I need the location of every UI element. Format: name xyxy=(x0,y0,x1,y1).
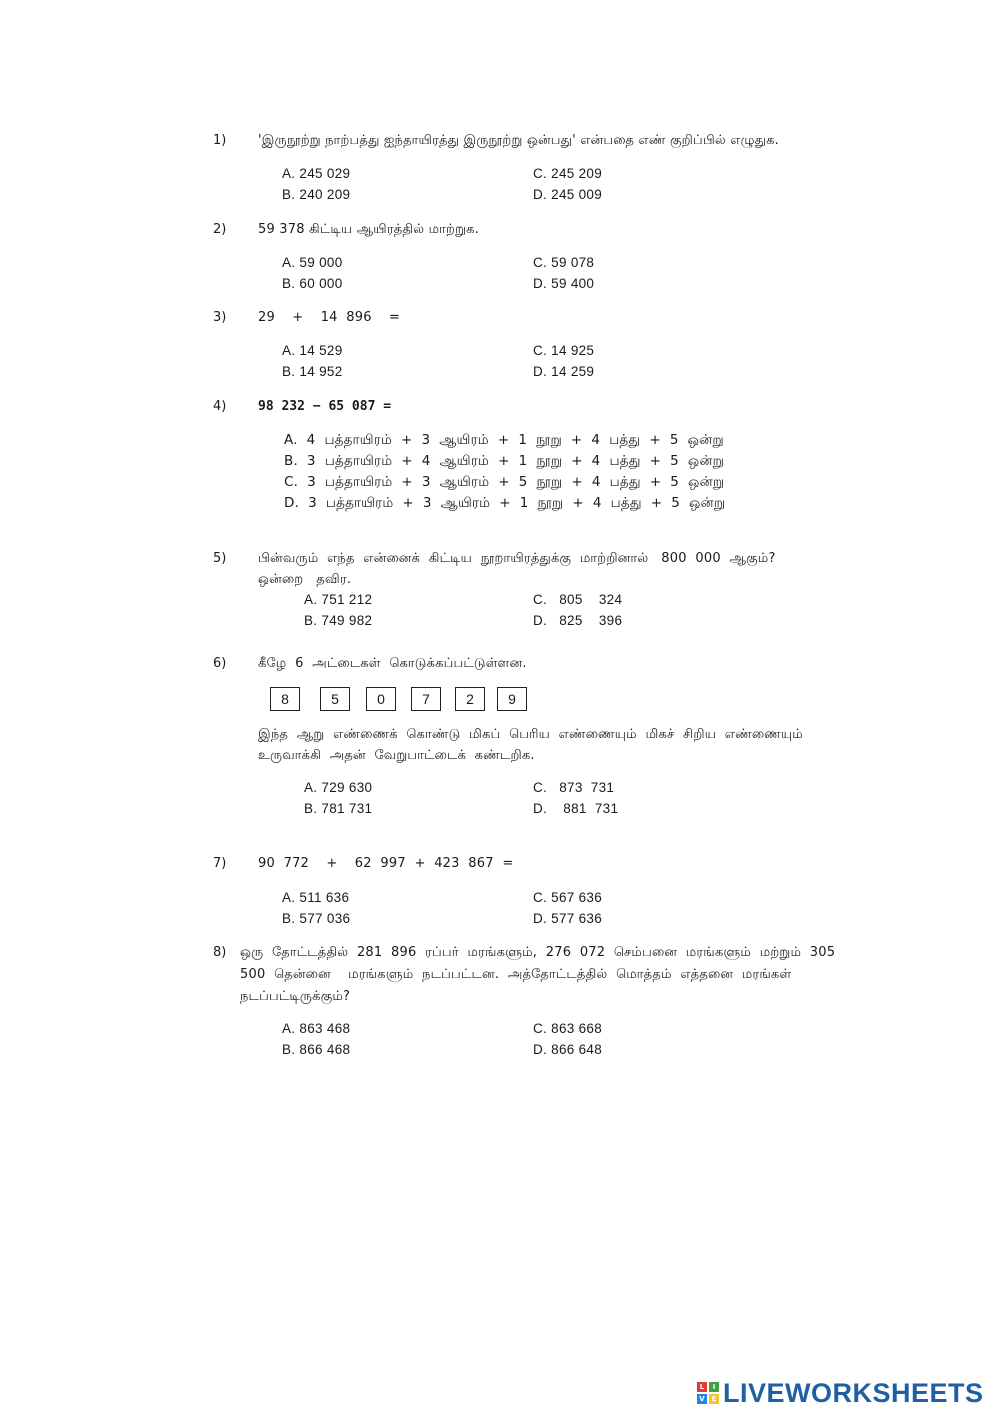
question-8-text: ஒரு தோட்டத்தில் 281 896 ரப்பர் மரங்களும், 276 072 செம்பனை மரங்களும் மற்றும் 305 xyxy=(240,945,836,960)
question-7-option-b[interactable]: B. 577 036 xyxy=(282,911,351,926)
question-8-option-a[interactable]: A. 863 468 xyxy=(282,1021,351,1036)
question-1-text: 'இருநூற்று நாற்பத்து ஐந்தாயிரத்து இருநூற்று ஒன்பது' என்பதை எண் குறிப்பில் எழுதுக. xyxy=(258,133,780,148)
question-3-option-b[interactable]: B. 14 952 xyxy=(282,364,343,379)
question-5-text-line2: ஒன்றை தவிர. xyxy=(258,572,352,587)
question-5-text: பின்வரும் எந்த என்னைக் கிட்டிய நூறாயிரத்துக்கு மாற்றினால் 800 000 ஆகும்? xyxy=(258,551,776,566)
logo-squares-icon xyxy=(697,1382,719,1404)
question-1-option-c[interactable]: C. 245 209 xyxy=(533,166,603,181)
question-2-option-b[interactable]: B. 60 000 xyxy=(282,276,343,291)
question-2-text: 59 378 கிட்டிய ஆயிரத்தில் மாற்றுக. xyxy=(258,222,480,237)
question-2-option-d[interactable]: D. 59 400 xyxy=(533,276,595,291)
question-1-option-a[interactable]: A. 245 029 xyxy=(282,166,351,181)
question-6-option-d[interactable]: D. 881 731 xyxy=(533,801,619,816)
digit-card: 9 xyxy=(497,687,527,711)
question-1-number: 1) xyxy=(213,133,227,148)
question-8-text-line2: 500 தென்னை மரங்களும் நடப்பட்டன. அத்தோட்டத்தில் மொத்தம் எத்தனை மரங்கள் xyxy=(240,967,792,982)
question-1-option-d[interactable]: D. 245 009 xyxy=(533,187,603,202)
question-4-option-a[interactable]: A. 4 பத்தாயிரம் + 3 ஆயிரம் + 1 நூறு + 4 பத்து + 5 ஒன்று xyxy=(284,432,724,448)
question-4-option-c[interactable]: C. 3 பத்தாயிரம் + 3 ஆயிரம் + 5 நூறு + 4 பத்து + 5 ஒன்று xyxy=(284,474,725,490)
brand-name: LIVEWORKSHEETS xyxy=(723,1377,984,1408)
question-2-option-a[interactable]: A. 59 000 xyxy=(282,255,343,270)
question-8-option-d[interactable]: D. 866 648 xyxy=(533,1042,603,1057)
question-3-option-a[interactable]: A. 14 529 xyxy=(282,343,343,358)
question-3-number: 3) xyxy=(213,310,227,325)
question-7-option-d[interactable]: D. 577 636 xyxy=(533,911,603,926)
question-3-text: 29 + 14 896 = xyxy=(258,310,401,325)
question-1-option-b[interactable]: B. 240 209 xyxy=(282,187,351,202)
question-7-option-a[interactable]: A. 511 636 xyxy=(282,890,350,905)
question-2-option-c[interactable]: C. 59 078 xyxy=(533,255,595,270)
question-8-number: 8) xyxy=(213,945,227,960)
question-2-number: 2) xyxy=(213,222,227,237)
question-8-option-b[interactable]: B. 866 468 xyxy=(282,1042,351,1057)
question-5-number: 5) xyxy=(213,551,227,566)
question-5-option-d[interactable]: D. 825 396 xyxy=(533,613,623,628)
question-6-option-a[interactable]: A. 729 630 xyxy=(304,780,373,795)
logo-square: L xyxy=(697,1382,707,1392)
question-6-text-line2: இந்த ஆறு எண்ணைக் கொண்டு மிகப் பெரிய எண்ணையும் மிகச் சிறிய எண்ணையும் xyxy=(258,727,803,742)
question-7-option-c[interactable]: C. 567 636 xyxy=(533,890,603,905)
digit-card: 7 xyxy=(411,687,441,711)
digit-card: 8 xyxy=(270,687,300,711)
liveworksheets-logo xyxy=(697,1376,984,1410)
question-6-option-b[interactable]: B. 781 731 xyxy=(304,801,373,816)
question-6-number: 6) xyxy=(213,656,227,671)
logo-square: V xyxy=(697,1394,707,1404)
question-5-option-a[interactable]: A. 751 212 xyxy=(304,592,373,607)
digit-card: 2 xyxy=(455,687,485,711)
question-6-option-c[interactable]: C. 873 731 xyxy=(533,780,615,795)
question-8-text-line3: நடப்பட்டிருக்கும்? xyxy=(240,989,351,1004)
question-4-option-d[interactable]: D. 3 பத்தாயிரம் + 3 ஆயிரம் + 1 நூறு + 4 பத்து + 5 ஒன்று xyxy=(284,495,726,511)
question-5-option-c[interactable]: C. 805 324 xyxy=(533,592,623,607)
question-6-text: கீழே 6 அட்டைகள் கொடுக்கப்பட்டுள்ளன. xyxy=(258,656,527,671)
digit-card: 0 xyxy=(366,687,396,711)
digit-card: 5 xyxy=(320,687,350,711)
logo-square: I xyxy=(709,1382,719,1392)
question-4-text: 98 232 − 65 087 = xyxy=(258,399,392,414)
question-6-text-line3: உருவாக்கி அதன் வேறுபாட்டைக் கண்டறிக. xyxy=(258,748,535,763)
question-7-text: 90 772 + 62 997 + 423 867 = xyxy=(258,856,514,871)
question-3-option-c[interactable]: C. 14 925 xyxy=(533,343,595,358)
question-3-option-d[interactable]: D. 14 259 xyxy=(533,364,595,379)
question-4-option-b[interactable]: B. 3 பத்தாயிரம் + 4 ஆயிரம் + 1 நூறு + 4 பத்து + 5 ஒன்று xyxy=(284,453,725,469)
question-8-option-c[interactable]: C. 863 668 xyxy=(533,1021,603,1036)
question-4-number: 4) xyxy=(213,399,227,414)
question-5-option-b[interactable]: B. 749 982 xyxy=(304,613,373,628)
question-7-number: 7) xyxy=(213,856,227,871)
logo-square: E xyxy=(709,1394,719,1404)
